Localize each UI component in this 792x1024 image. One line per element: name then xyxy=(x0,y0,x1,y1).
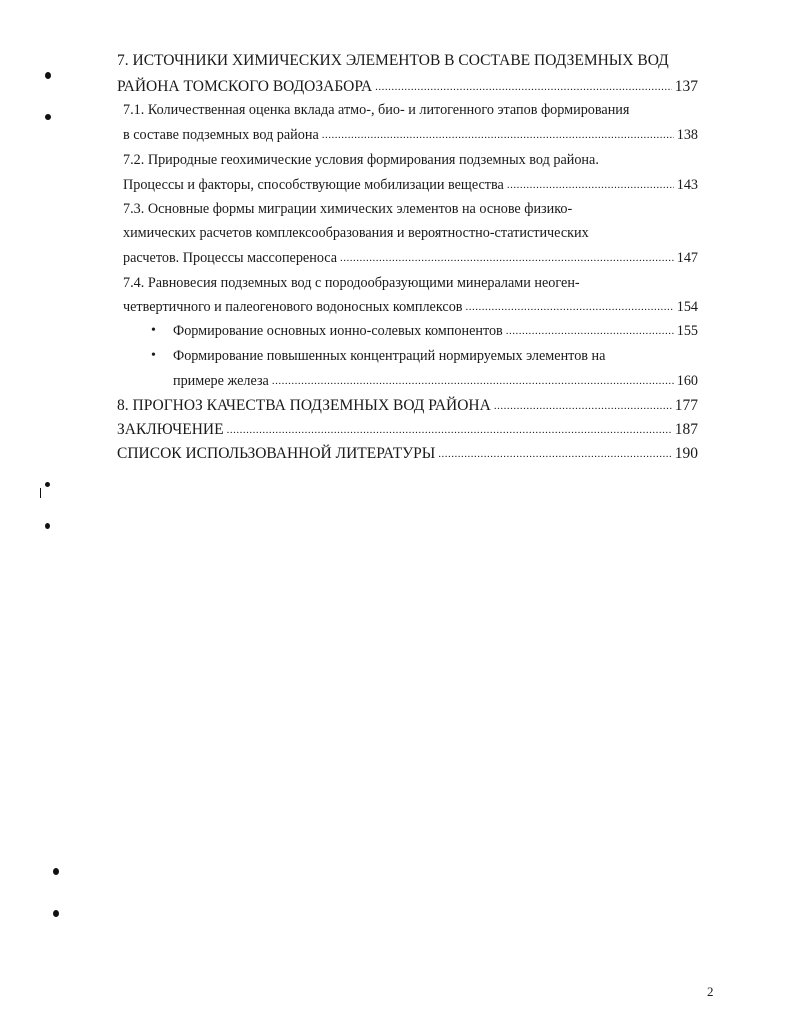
toc-entry-conclusion-title: ЗАКЛЮЧЕНИЕ xyxy=(117,421,224,438)
toc-entry-references-title: СПИСОК ИСПОЛЬЗОВАННОЙ ЛИТЕРАТУРЫ xyxy=(117,445,436,462)
toc-entry-7-3[interactable] xyxy=(123,251,698,265)
toc-bullet-2-title-line1: Формирование повышенных концентраций нормируемых элементов на xyxy=(173,348,606,364)
dot-leader xyxy=(466,302,674,313)
toc-entry-references-page: 190 xyxy=(674,445,698,462)
toc-entry-7-3-title-line1: 7.3. Основные формы миграции химических элементов на основе физико- xyxy=(123,201,573,217)
table-of-contents xyxy=(0,0,792,480)
toc-bullet-2[interactable] xyxy=(173,374,698,388)
dot-leader xyxy=(494,401,672,412)
toc-entry-8[interactable] xyxy=(117,398,698,414)
toc-entry-7-3-line2 xyxy=(123,226,589,240)
page-number: 2 xyxy=(707,984,714,999)
scan-speck xyxy=(45,72,51,79)
scan-speck xyxy=(40,488,41,498)
toc-entry-7-title-line2: РАЙОНА ТОМСКОГО ВОДОЗАБОРА xyxy=(117,78,373,95)
dot-leader xyxy=(507,180,674,191)
toc-entry-references[interactable] xyxy=(117,446,698,462)
toc-bullet-2-title-line2: примере железа xyxy=(173,373,269,389)
toc-entry-7-2-line1 xyxy=(123,153,599,167)
toc-bullet-1-title: Формирование основных ионно-солевых компонентов xyxy=(173,323,503,339)
toc-entry-7-2-page: 143 xyxy=(676,177,698,193)
toc-entry-7-1[interactable] xyxy=(123,128,698,142)
toc-entry-7-4-title-line2: четвертичного и палеогенового водоносных комплексов xyxy=(123,299,463,315)
toc-entry-7-1-page: 138 xyxy=(676,127,698,143)
toc-entry-7-2[interactable] xyxy=(123,178,698,192)
toc-entry-8-page: 177 xyxy=(674,397,698,414)
dot-leader xyxy=(322,130,674,141)
dot-leader xyxy=(272,376,674,387)
scan-speck xyxy=(45,523,50,529)
toc-bullet-1[interactable] xyxy=(173,324,698,338)
toc-entry-7-4-page: 154 xyxy=(676,299,698,315)
dot-leader xyxy=(506,326,674,337)
toc-entry-7-page: 137 xyxy=(674,78,698,95)
toc-entry-7-1-title-line2: в составе подземных вод района xyxy=(123,127,319,143)
toc-entry-7-1-line1 xyxy=(123,103,629,117)
toc-entry-7-4[interactable] xyxy=(123,300,698,314)
scan-speck xyxy=(45,114,51,120)
dot-leader xyxy=(438,449,671,460)
scan-speck xyxy=(45,482,50,487)
toc-entry-7[interactable] xyxy=(117,79,698,95)
toc-entry-7-3-title-line3: расчетов. Процессы массопереноса xyxy=(123,250,338,266)
toc-entry-7-4-title-line1: 7.4. Равновесия подземных вод с породообразующими минералами неоген- xyxy=(123,275,580,291)
toc-bullet-2-line1 xyxy=(173,349,605,363)
toc-entry-7-3-page: 147 xyxy=(676,250,698,266)
dot-leader xyxy=(375,82,672,93)
toc-entry-7-title-line1: 7. ИСТОЧНИКИ ХИМИЧЕСКИХ ЭЛЕМЕНТОВ В СОСТАВЕ ПОДЗЕМНЫХ ВОД xyxy=(117,52,669,69)
toc-entry-7-3-line1 xyxy=(123,202,572,216)
toc-entry-conclusion-page: 187 xyxy=(674,421,698,438)
toc-entry-7-2-title-line2: Процессы и факторы, способствующие мобилизации вещества xyxy=(123,177,504,193)
dot-leader xyxy=(340,253,674,264)
toc-entry-7-3-title-line2: химических расчетов комплексообразования и вероятностно-статистических xyxy=(123,225,589,241)
toc-entry-7-1-title-line1: 7.1. Количественная оценка вклада атмо-, био- и литогенного этапов формирования xyxy=(123,102,630,118)
toc-entry-7-line1 xyxy=(117,53,669,69)
toc-entry-conclusion[interactable] xyxy=(117,422,698,438)
bullet-icon: • xyxy=(151,348,156,363)
toc-entry-7-4-line1 xyxy=(123,276,580,290)
toc-entry-7-2-title-line1: 7.2. Природные геохимические условия формирования подземных вод района. xyxy=(123,152,599,168)
dot-leader xyxy=(227,425,672,436)
toc-bullet-1-page: 155 xyxy=(676,323,698,339)
scan-speck xyxy=(53,868,59,875)
bullet-icon: • xyxy=(151,323,156,338)
toc-entry-8-title: 8. ПРОГНОЗ КАЧЕСТВА ПОДЗЕМНЫХ ВОД РАЙОНА xyxy=(117,397,491,414)
toc-bullet-2-page: 160 xyxy=(676,373,698,389)
scan-speck xyxy=(53,910,59,917)
